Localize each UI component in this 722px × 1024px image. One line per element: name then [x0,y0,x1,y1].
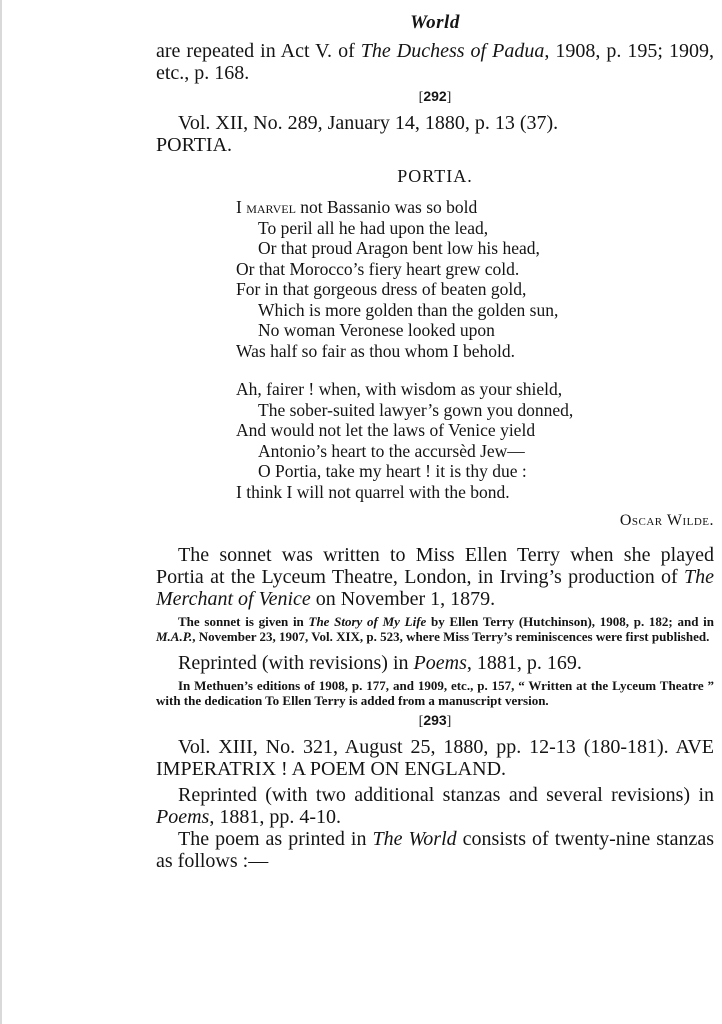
document-page [156,12,714,872]
entry-293-reprinted: Reprinted (with two additional stanzas and several revisions) in Poems, 1881, pp. 4-10. [156,784,714,828]
poem-signature: Oscar Wilde. [619,512,714,529]
poem [236,197,696,502]
poem-line: To peril all he had upon the lead, [258,217,489,238]
entry-293-printed: The poem as printed in The World consists of twenty-nine stanzas as follows :— [156,828,714,872]
work-title: The Duchess of Padua [360,40,545,62]
poem-line: Ah, fairer ! when, with wisdom as your shield, [236,379,563,399]
poem-line: I marvel not Bassanio was so bold [236,197,478,217]
poem-line: No woman Veronese looked upon [258,320,495,340]
entry-292-heading [156,112,714,156]
work-title: Poems [156,806,210,828]
note-given: The sonnet is given in The Story of My Life by Ellen Terry (Hutchinson), 1908, p. 182; and in M.A.P., November 23, 1907, Vol. XIX, p. 523, where Miss Terry’s reminiscences were first published. [156,614,714,644]
stanza-2 [236,379,696,502]
work-title: The Story of My Life [308,614,427,629]
poem-line: For in that gorgeous dress of beaten gold, [236,279,527,299]
work-title: The Merchant of Venice [156,566,714,610]
running-head: World [410,12,460,33]
poem-line: Was half so fair as thou whom I behold. [236,340,516,361]
poem-line: Antonio’s heart to the accursèd Jew— [258,440,525,461]
poem-line: O Portia, take my heart ! it is thy due : [258,461,527,481]
page-edge [0,0,2,1024]
poem-line: I think I will not quarrel with the bond. [236,481,510,502]
entry-number-293: [293] [418,712,452,729]
note-methuen: In Methuen’s editions of 1908, p. 177, and 1909, etc., p. 157, “ Written at the Lyceum Theatre ” with the dedication To Ellen Terry is added from a manuscript version. [156,678,714,708]
note-written: The sonnet was written to Miss Ellen Terry when she played Portia at the Lyceum Theatre, London, in Irving’s production of The Merchant of Venice on November 1, 1879. [156,544,714,610]
work-title: The World [372,828,457,850]
poem-line: The sober-suited lawyer’s gown you donned, [258,399,574,420]
work-title: Poems [413,652,467,674]
note-reprinted: Reprinted (with revisions) in Poems, 1881, p. 169. [178,652,582,674]
continued-paragraph: are repeated in Act V. of The Duchess of Padua, 1908, p. 195; 1909, etc., p. 168. [156,40,714,84]
poem-first-words: I marvel [236,197,296,217]
poem-title: PORTIA. [397,166,473,186]
entry-293-heading: Vol. XIII, No. 321, August 25, 1880, pp. 12-13 (180-181). AVE IMPERATRIX ! A POEM ON ENGLAND. [156,736,714,780]
entry-number-292: [292] [418,88,452,105]
poem-line: Or that proud Aragon bent low his head, [258,238,540,258]
work-title: M.A.P. [156,629,193,644]
poem-line: Which is more golden than the golden sun, [258,299,559,320]
entry-heading-line: Vol. XII, No. 289, January 14, 1880, p. 13 (37). [178,112,559,134]
entry-heading-title: PORTIA. [156,134,233,156]
stanza-1 [236,197,696,361]
poem-line: And would not let the laws of Venice yield [236,420,536,440]
poem-line: Or that Morocco’s fiery heart grew cold. [236,258,520,279]
